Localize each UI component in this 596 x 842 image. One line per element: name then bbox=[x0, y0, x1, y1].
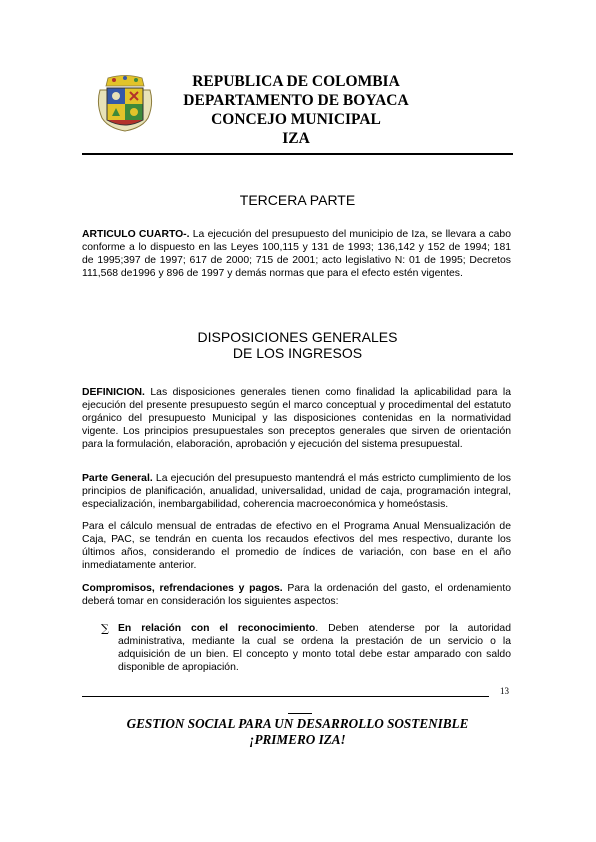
header-country: REPUBLICA DE COLOMBIA bbox=[192, 73, 400, 90]
paragraph-articulo-cuarto bbox=[82, 228, 511, 280]
document-footer bbox=[82, 716, 513, 748]
definicion-label: DEFINICION. bbox=[82, 387, 145, 398]
articulo-text: La ejecución del presupuesto del municipio de Iza, se llevara a cabo conforme a lo dispuesto en las Leyes 100,115 y 131 de 1993; 136,142 y 152 de 1994; 181 de 1995;397 de 1997; 617 de 2000; 715 de 2001; acto legislativo N: 01 de 1995; Decretos 111,568 de1996 y 896 de 1997 y demás normas que para el efecto estén vigentes. bbox=[82, 229, 511, 280]
compromisos-text: Para la ordenación del gasto, el ordenamiento deberá tomar en consideración los siguientes aspectos: bbox=[82, 583, 511, 608]
reconocimiento-label: En relación con el reconocimiento bbox=[118, 623, 316, 634]
footer-short-rule bbox=[288, 713, 312, 714]
document-header bbox=[150, 72, 442, 148]
footer-motto: ¡PRIMERO IZA! bbox=[249, 732, 346, 747]
crest-shield bbox=[107, 88, 143, 125]
compromisos-label: Compromisos, refrendaciones y pagos. bbox=[82, 583, 283, 594]
coat-of-arms-icon bbox=[94, 74, 156, 132]
articulo-label: ARTICULO CUARTO-. bbox=[82, 229, 190, 240]
disposiciones-line2: DE LOS INGRESOS bbox=[232, 345, 363, 361]
disposiciones-line1: DISPOSICIONES GENERALES bbox=[197, 329, 398, 345]
footer-divider bbox=[82, 696, 489, 697]
header-municipality: IZA bbox=[282, 130, 310, 147]
paragraph-parte-general bbox=[82, 472, 511, 511]
definicion-text: Las disposiciones generales tienen como finalidad la aplicabilidad para la ejecución del presente presupuesto según el marco conceptual y procedimental del estatuto orgánico del presupuesto Municipal y las disposiciones contenidas en la normatividad vigente. Los principios presupuestales son preceptos generales que sirven de orientación para la formulación, elaboración, aprobación y ejecución del sistema presupuestal. bbox=[82, 387, 511, 451]
header-divider bbox=[82, 153, 513, 155]
header-department: DEPARTAMENTO DE BOYACA bbox=[183, 92, 409, 109]
section-title-tercera-parte: TERCERA PARTE bbox=[239, 192, 356, 208]
parte-general-text: La ejecución del presupuesto mantendrá el más estricto cumplimiento de los principios de planificación, anualidad, universalidad, unidad de caja, programación integral, especialización, inembargabilidad, coherencia macroeconómica y homeóstasis. bbox=[82, 473, 511, 511]
header-council: CONCEJO MUNICIPAL bbox=[211, 111, 381, 128]
list-item-reconocimiento bbox=[118, 622, 511, 674]
section-title-disposiciones bbox=[82, 329, 513, 361]
paragraph-definicion bbox=[82, 386, 511, 451]
bullet-icon: ∑ bbox=[101, 622, 109, 635]
paragraph-compromisos bbox=[82, 582, 511, 608]
paragraph-pac bbox=[82, 520, 511, 572]
parte-general-label: Parte General. bbox=[82, 473, 153, 484]
footer-slogan: GESTION SOCIAL PARA UN DESARROLLO SOSTENIBLE bbox=[126, 716, 469, 731]
pac-text: Para el cálculo mensual de entradas de efectivo en el Programa Anual Mensualización de Caja, PAC, se tendrán en cuenta los recaudos efectivos del mes respectivo, durante los últimos años, considerando el promedio de índices de variación, con base en el año inmediatamente anterior. bbox=[82, 521, 511, 572]
reconocimiento-text: . Deben atenderse por la autoridad administrativa, mediante la cual se ordena la prestación de un servicio o la adquisición de un bien. El concepto y monto total debe estar amparado con saldo disponible de apropiación. bbox=[118, 623, 511, 674]
page-number: 13 bbox=[500, 686, 509, 696]
